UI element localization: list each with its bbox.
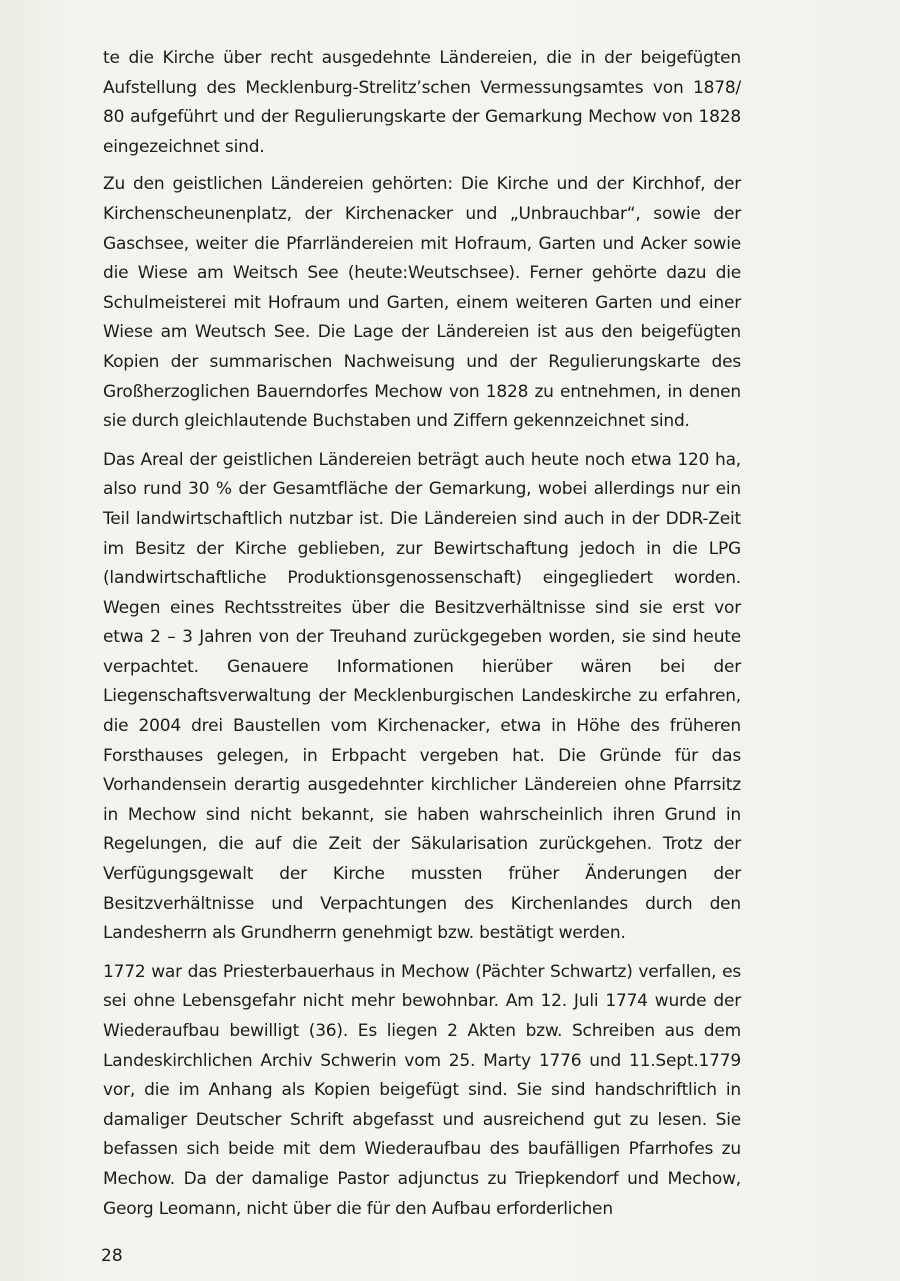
paragraph: te die Kirche über recht ausgedehnte Ländereien, die in der beigefügten Aufstellung des Mecklenburg-Strelitz’schen Vermessungsamtes von 1878/ 80 aufgeführt und der Regulierungskarte der Gemarkung Mechow von 1828 eingezeichnet sind. [103, 48, 741, 157]
body-text [103, 44, 741, 1232]
paragraph: Zu den geistlichen Ländereien gehörten: Die Kirche und der Kirchhof, der Kirchenscheunenplatz, der Kirchenacker und „Unbrauchbar“, sowie der Gaschsee, weiter die Pfarrländereien mit Hofraum, Garten und Acker sowie die Wiese am Weitsch See (heute:Weutschsee). Ferner gehörte dazu die Schulmeisterei mit Hofraum und Garten, einem weiteren Garten und einer Wiese am Weutsch See. Die Lage der Ländereien ist aus den beigefügten Kopien der summarischen Nachweisung und der Regulierungskarte des Großherzoglichen Bauerndorfes Mechow von 1828 zu entnehmen, in denen sie durch gleichlautende Buchstaben und Ziffern gekennzeichnet sind. [103, 174, 741, 432]
page-number: 28 [101, 1246, 123, 1266]
paragraph: 1772 war das Priesterbauerhaus in Mechow (Pächter Schwartz) verfallen, es sei ohne Lebensgefahr nicht mehr bewohnbar. Am 12. Juli 1774 wurde der Wiederaufbau bewilligt (36). Es liegen 2 Akten bzw. Schreiben aus dem Landeskirchlichen Archiv Schwerin vom 25. Marty 1776 und 11.Sept.1779 vor, die im Anhang als Kopien beigefügt sind. Sie sind handschriftlich in damaliger Deutscher Schrift abgefasst und ausreichend gut zu lesen. Sie befassen sich beide mit dem Wiederaufbau des baufälligen Pfarrhofes zu Mechow. Da der damalige Pastor adjunctus zu Triepkendorf und Mechow, Georg Leomann, nicht über die für den Aufbau erforderlichen [103, 961, 741, 1219]
paragraph: Das Areal der geistlichen Ländereien beträgt auch heute noch etwa 120 ha, also rund 30 % der Gesamtfläche der Gemarkung, wobei allerdings nur ein Teil landwirtschaftlich nutzbar ist. Die Ländereien sind auch in der DDR-Zeit im Besitz der Kirche geblieben, zur Bewirtschaftung jedoch in die LPG (landwirtschaftliche Produktionsgenossenschaft) eingegliedert worden. Wegen eines Rechtsstreites über die Besitzverhältnisse sind sie erst vor etwa 2 – 3 Jahren von der Treuhand zurückgegeben worden, sie sind heute verpachtet. Genauere Informationen hierüber wären bei der Liegenschaftsverwaltung der Mecklenburgischen Landeskirche zu erfahren, die 2004 drei Baustellen vom Kirchenacker, etwa in Höhe des früheren Forsthauses gelegen, in Erbpacht vergeben hat. Die Gründe für das Vorhandensein derartig ausgedehnter kirchlicher Ländereien ohne Pfarrsitz in Mechow sind nicht bekannt, sie haben wahrscheinlich ihren Grund in Regelungen, die auf die Zeit der Säkularisation zurückgehen. Trotz der Verfügungsgewalt der Kirche mussten früher Änderungen der Besitzverhältnisse und Verpachtungen des Kirchenlandes durch den Landesherrn als Grundherrn genehmigt bzw. bestätigt werden. [103, 449, 741, 944]
